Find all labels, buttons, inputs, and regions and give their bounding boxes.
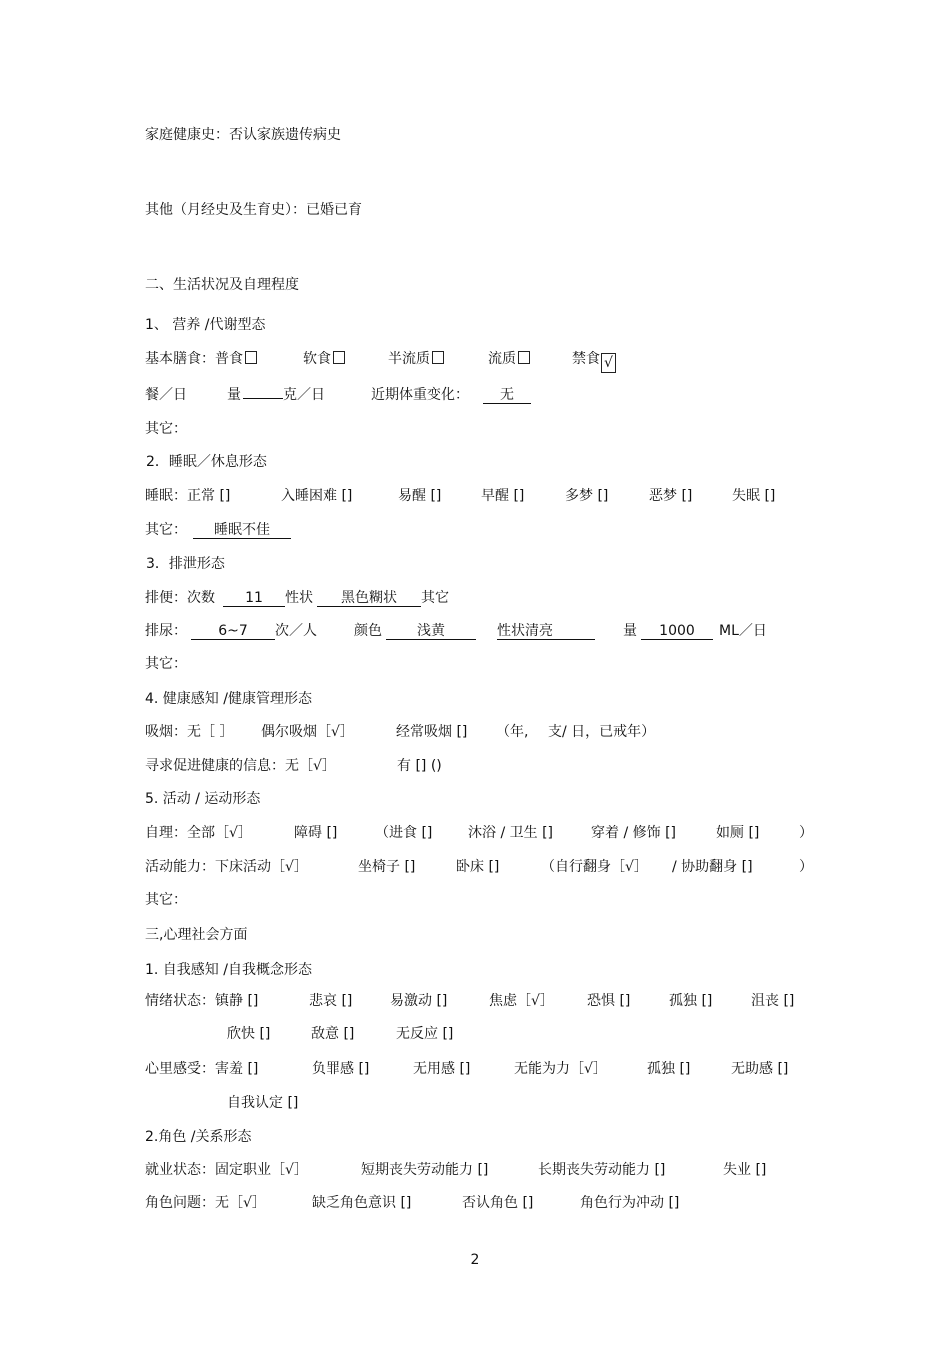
diet-row	[145, 350, 257, 368]
smoking-years: （年,	[496, 724, 529, 740]
diet-label: 基本膳食：	[145, 351, 215, 367]
sleep-opt-insomnia[interactable]: 失眠 []	[732, 488, 776, 504]
urine-color	[354, 622, 476, 640]
self-perception-title: 1. 自我感知 /自我概念形态	[145, 962, 312, 978]
activity-close-paren: ）	[799, 859, 813, 875]
page-number: 2	[470, 1252, 480, 1268]
sleep-opt-normal[interactable]: 正常 []	[187, 488, 231, 504]
stool-char-label: 性状	[285, 590, 313, 606]
meal-amount-label: 量	[227, 387, 241, 403]
feeling-guilt[interactable]: 负罪感 []	[312, 1061, 370, 1077]
diet-opt-regular: 普食	[215, 351, 243, 367]
emotion-agitated[interactable]: 易激动 []	[390, 993, 448, 1009]
diet-opt-semiliquid-wrap	[388, 350, 444, 368]
nutrition-other: 其它：	[145, 421, 187, 437]
selfcare-bathing[interactable]: 沐浴 / 卫生 []	[468, 825, 553, 841]
weight-change	[371, 386, 531, 404]
emotion-calm[interactable]: 情绪状态：镇静 []	[145, 993, 259, 1009]
meal-amount-blank[interactable]	[243, 398, 283, 399]
emotion-anxious[interactable]: 焦虑［√］	[489, 993, 554, 1009]
meals-per-day: 餐／日	[145, 387, 187, 403]
excretion-other: 其它：	[145, 656, 187, 672]
emotion-unresponsive[interactable]: 无反应 []	[396, 1026, 454, 1042]
urine-times-unit: 次／人	[275, 623, 317, 639]
emotion-lonely[interactable]: 孤独 []	[669, 993, 713, 1009]
feeling-lonely[interactable]: 孤独 []	[647, 1061, 691, 1077]
diet-opt-liquid-wrap	[488, 350, 530, 368]
stool-char-value[interactable]: 黑色糊状	[317, 590, 421, 607]
role-conflict[interactable]: 角色行为冲动 []	[580, 1195, 680, 1211]
section2-title: 二、生活状况及自理程度	[145, 277, 299, 293]
diet-liquid-checkbox[interactable]	[518, 351, 530, 364]
urine-char-value[interactable]: 性状清亮	[497, 623, 595, 640]
feeling-self-identity[interactable]: 自我认定 []	[227, 1095, 299, 1111]
stool-label: 排便：次数	[145, 590, 215, 606]
sleep-opt-difficulty[interactable]: 入睡困难 []	[281, 488, 353, 504]
activity-self-turning[interactable]: （自行翻身［√］	[541, 859, 648, 875]
sleep-opt-wake-early[interactable]: 早醒 []	[481, 488, 525, 504]
emotion-fear[interactable]: 恐惧 []	[587, 993, 631, 1009]
activity-assisted-turning[interactable]: / 协助翻身 []	[672, 859, 753, 875]
sleep-opt-dreams[interactable]: 多梦 []	[565, 488, 609, 504]
selfcare-all[interactable]: 自理：全部［√］	[145, 825, 252, 841]
diet-regular-checkbox[interactable]	[245, 351, 257, 364]
weight-change-value[interactable]: 无	[483, 387, 531, 404]
feeling-helpless[interactable]: 无助感 []	[731, 1061, 789, 1077]
health-info-none[interactable]: 寻求促进健康的信息：无［√］	[145, 758, 336, 774]
urine-amount-label: 量	[623, 623, 637, 639]
section3-title: 三,心理社会方面	[145, 927, 248, 943]
sleep-title: 2．睡眠／休息形态	[146, 454, 267, 470]
sleep-label-text: 睡眠：	[145, 488, 187, 504]
urine-label-text: 排尿：	[145, 623, 187, 639]
urine-times[interactable]: 6~7	[191, 623, 275, 640]
diet-opt-fasting: 禁食	[572, 351, 600, 367]
diet-opt-soft-wrap	[303, 350, 345, 368]
diet-opt-fasting-wrap	[572, 350, 616, 373]
stool-count[interactable]: 11	[223, 590, 285, 607]
employment-short-term-loss[interactable]: 短期丧失劳动能力 []	[361, 1162, 489, 1178]
smoking-frequent[interactable]: 经常吸烟 []	[396, 724, 468, 740]
feeling-useless[interactable]: 无用感 []	[413, 1061, 471, 1077]
employment-unemployed[interactable]: 失业 []	[723, 1162, 767, 1178]
activity-out-of-bed[interactable]: 活动能力：下床活动［√］	[145, 859, 308, 875]
diet-opt-semiliquid: 半流质	[388, 351, 430, 367]
other-history: 其他（月经史及生育史）：已婚已育	[145, 202, 362, 218]
health-perception-title: 4. 健康感知 /健康管理形态	[145, 691, 312, 707]
smoking-per-day: 支/ 日，已戒年）	[548, 724, 656, 740]
selfcare-dressing[interactable]: 穿着 / 修饰 []	[591, 825, 676, 841]
role-denial[interactable]: 否认角色 []	[462, 1195, 534, 1211]
activity-title: 5. 活动 / 运动形态	[145, 791, 261, 807]
feeling-shy[interactable]: 心里感受：害羞 []	[145, 1061, 259, 1077]
employment-fixed[interactable]: 就业状态：固定职业［√］	[145, 1162, 308, 1178]
role-lack-awareness[interactable]: 缺乏角色意识 []	[312, 1195, 412, 1211]
role-relationship-title: 2.角色 /关系形态	[145, 1129, 252, 1145]
diet-semiliquid-checkbox[interactable]	[432, 351, 444, 364]
smoking-occasional[interactable]: 偶尔吸烟［√］	[261, 724, 354, 740]
urine-amount-value[interactable]: 1000	[641, 623, 713, 640]
sleep-other-label: 其它：	[145, 522, 187, 538]
activity-bedridden[interactable]: 卧床 []	[456, 859, 500, 875]
health-info-yes[interactable]: 有 [] ()	[397, 758, 442, 774]
emotion-depressed[interactable]: 沮丧 []	[751, 993, 795, 1009]
sleep-other	[145, 521, 291, 539]
selfcare-toileting[interactable]: 如厕 []	[716, 825, 760, 841]
role-none[interactable]: 角色问题：无［√］	[145, 1195, 266, 1211]
sleep-label	[145, 487, 230, 505]
sleep-opt-wake-easily[interactable]: 易醒 []	[398, 488, 442, 504]
urine-amount	[623, 622, 767, 640]
emotion-sad[interactable]: 悲哀 []	[309, 993, 353, 1009]
sleep-other-value[interactable]: 睡眠不佳	[193, 522, 291, 539]
sleep-opt-nightmares[interactable]: 恶梦 []	[649, 488, 693, 504]
emotion-hostile[interactable]: 敌意 []	[311, 1026, 355, 1042]
urine-color-value[interactable]: 浅黄	[386, 623, 476, 640]
diet-opt-soft: 软食	[303, 351, 331, 367]
smoking-none[interactable]: 吸烟：无［ ］	[145, 724, 234, 740]
nutrition-title: 1、 营养 /代谢型态	[145, 317, 266, 333]
urine-color-label: 颜色	[354, 623, 382, 639]
urine-amount-unit: ML／日	[719, 623, 767, 639]
urine-char	[497, 622, 595, 640]
feeling-powerless[interactable]: 无能为力［√］	[514, 1061, 607, 1077]
emotion-happy[interactable]: 欣快 []	[227, 1026, 271, 1042]
stool-row	[145, 589, 449, 607]
diet-opt-liquid: 流质	[488, 351, 516, 367]
diet-fasting-checkbox[interactable]: √	[601, 353, 616, 373]
selfcare-eating[interactable]: （进食 []	[375, 825, 433, 841]
urine-label	[145, 622, 317, 640]
meal-amount-unit: 克／日	[283, 387, 325, 403]
activity-chair[interactable]: 坐椅子 []	[358, 859, 416, 875]
diet-soft-checkbox[interactable]	[333, 351, 345, 364]
selfcare-impaired[interactable]: 障碍 []	[294, 825, 338, 841]
excretion-title: 3．排泄形态	[146, 556, 225, 572]
selfcare-close-paren: ）	[799, 825, 813, 841]
activity-other: 其它：	[145, 892, 187, 908]
family-history: 家庭健康史：否认家族遗传病史	[145, 127, 341, 143]
meal-amount	[227, 386, 325, 404]
weight-change-label: 近期体重变化：	[371, 387, 469, 403]
stool-other: 其它	[421, 590, 449, 606]
employment-long-term-loss[interactable]: 长期丧失劳动能力 []	[538, 1162, 666, 1178]
